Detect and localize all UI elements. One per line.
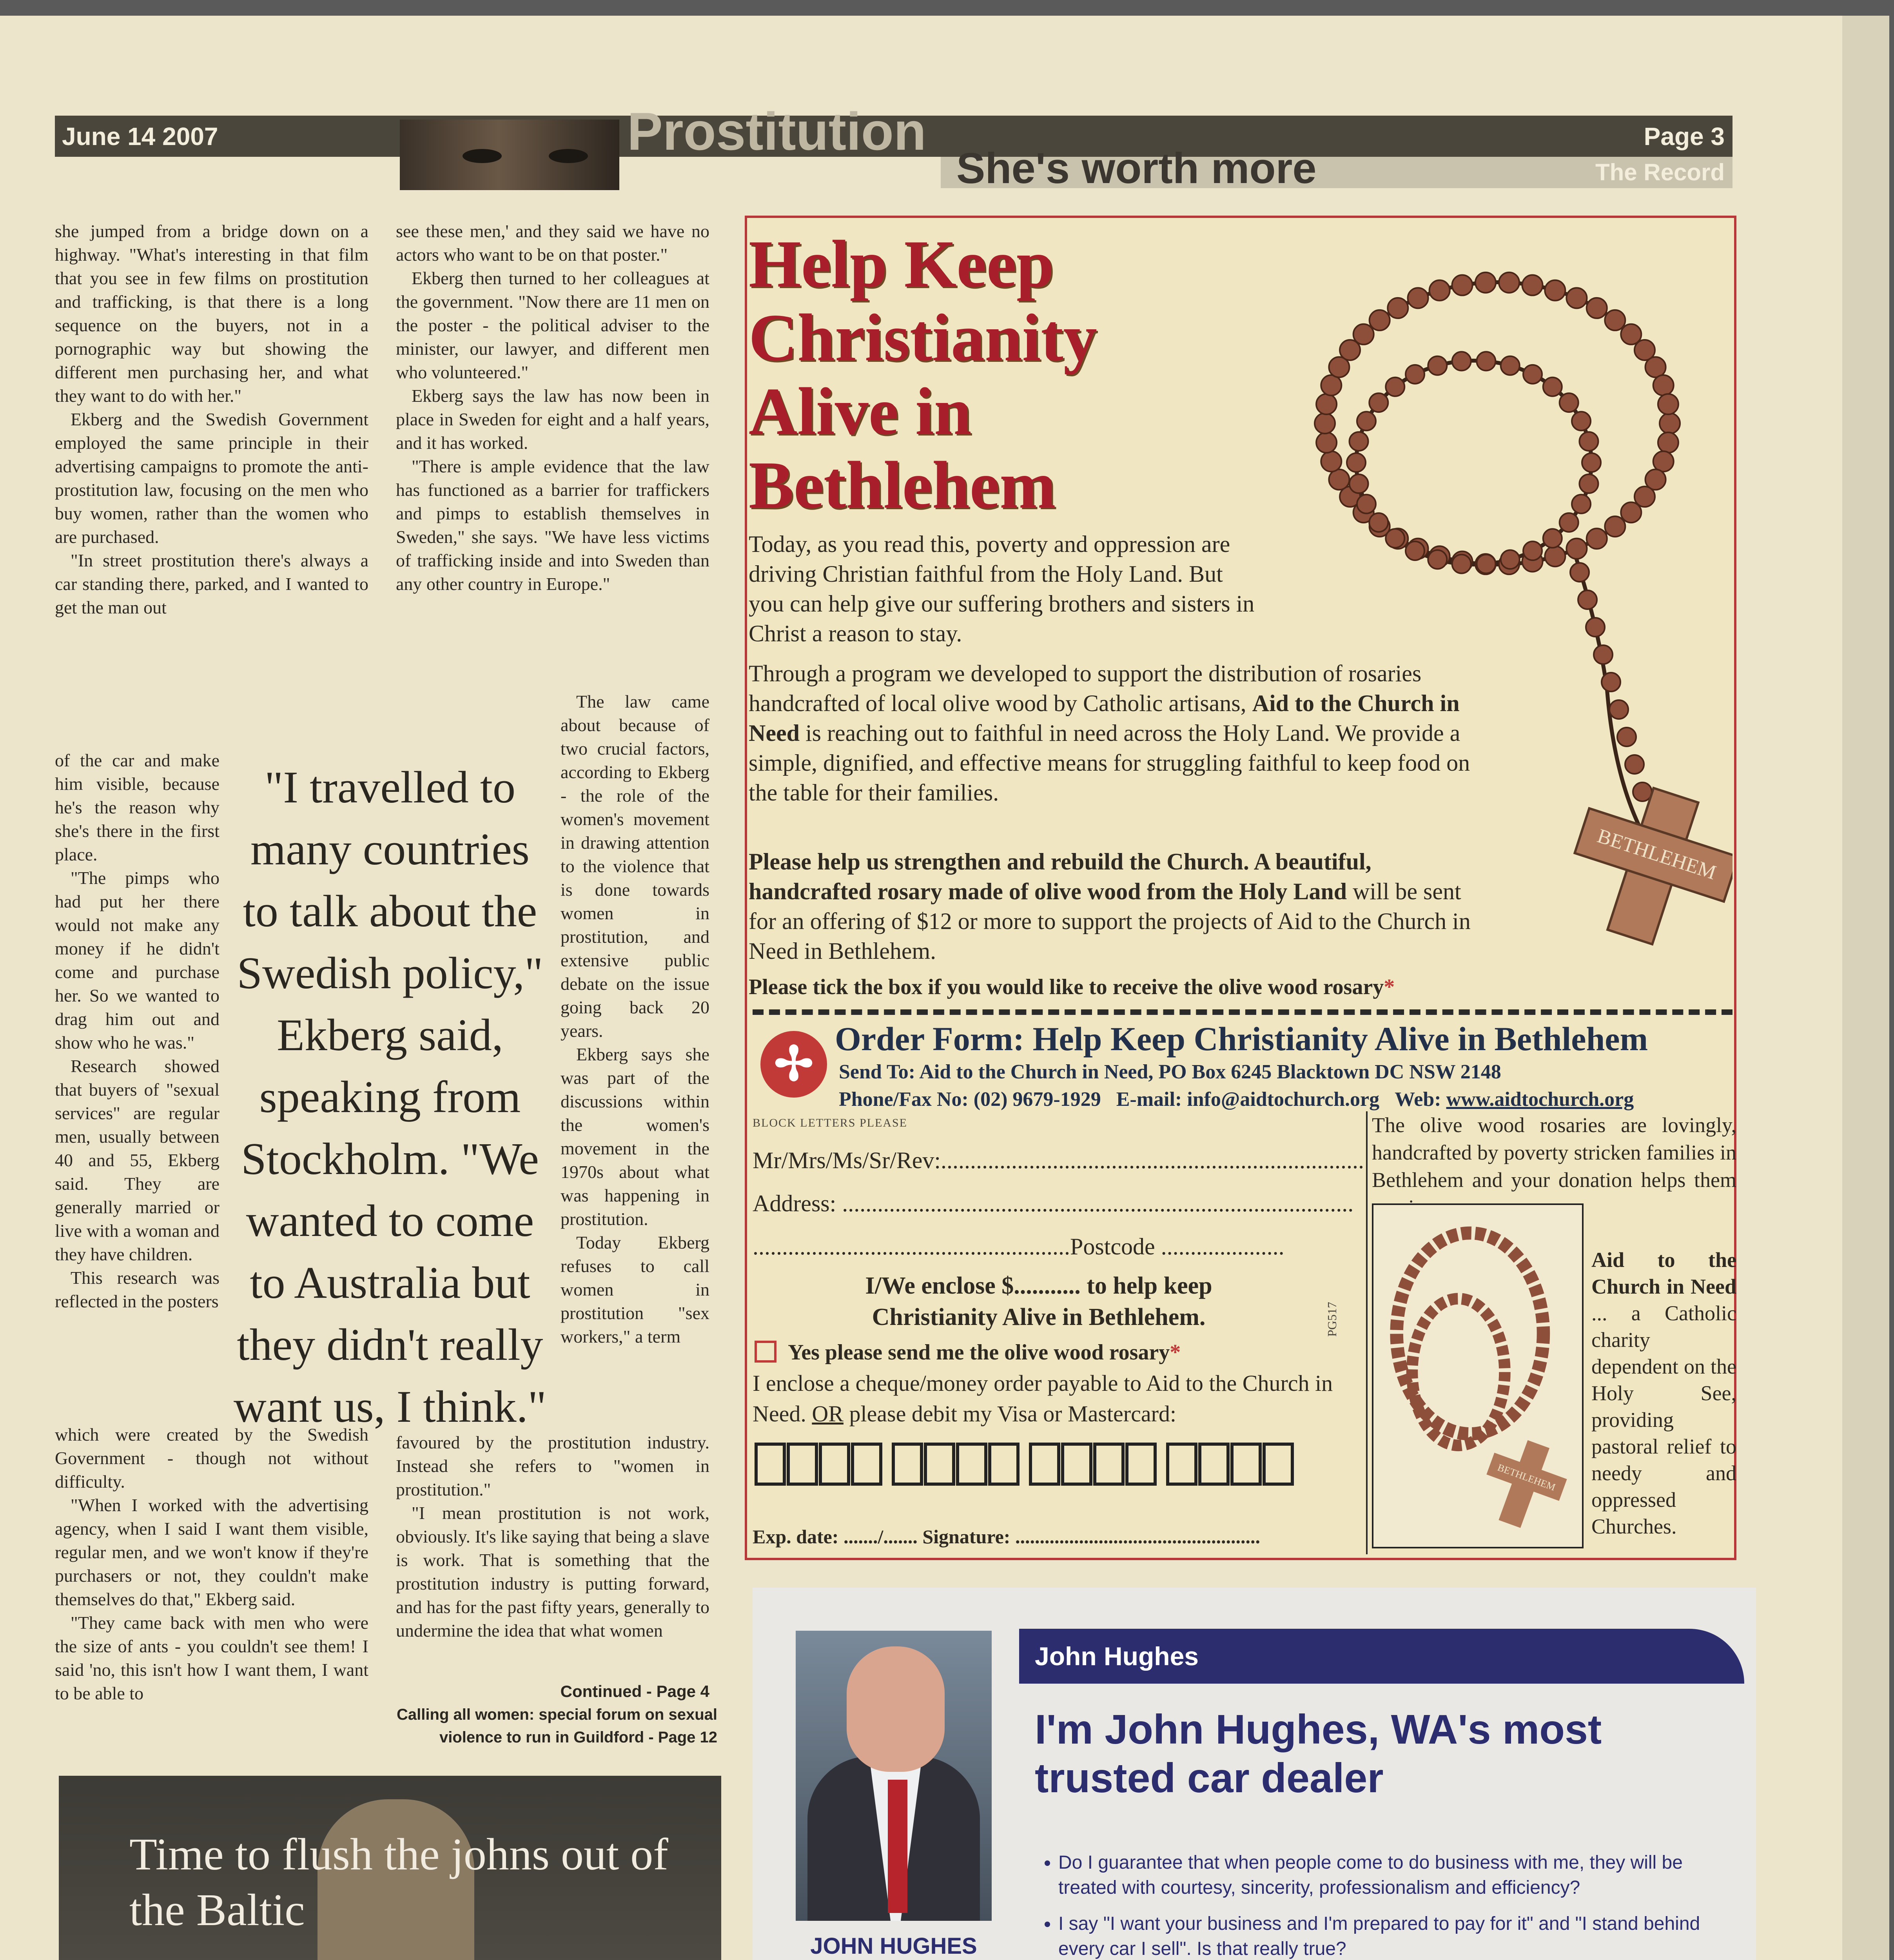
- bead-icon: [1321, 451, 1341, 472]
- bead-icon: [1428, 356, 1447, 375]
- article-paragraph: The law came about because of two crucial factors, according to Ekberg - the role of the women's movement in drawing attention to the violence that is done towards women in prostitution, and extensive public debate on the issue going back 20 years.: [561, 691, 709, 1041]
- bead-icon: [1658, 432, 1678, 453]
- bead-icon: [1653, 375, 1674, 396]
- rosary-option-text: Yes please send me the olive wood rosary: [788, 1340, 1170, 1365]
- article-column-2: [396, 220, 709, 690]
- article-paragraph: she jumped from a bridge down on a highway. "What's interesting in that film that you see in few films on prostitution and trafficking, is that there is a long sequence on the buyers, not in a pornographic way but showing the different men purchasing her, and what they want to do with her.": [55, 221, 368, 406]
- continued-link[interactable]: Continued - Page 4: [560, 1682, 709, 1700]
- rosary-icon: [1254, 220, 1733, 956]
- bead-icon: [1353, 324, 1374, 345]
- issue-date: June 14 2007: [62, 122, 218, 151]
- section-title: Prostitution: [627, 102, 927, 161]
- bethlehem-ad-title: Help Keep Christianity Alive in Bethlehem: [749, 227, 1097, 523]
- bead-icon: [1582, 453, 1601, 472]
- bead-icon: [1605, 310, 1625, 330]
- article-paragraph: "There is ample evidence that the law has functioned as a barrier for traffickers and pimps to establish themselves in Sweden," she says. "We have less victims of trafficking inside and into Sweden than any other country in Europe.": [396, 456, 709, 594]
- bead-icon: [1477, 555, 1495, 573]
- article-paragraph: Ekberg says she was part of the discussions within the women's movement in the 1970s about what was happening in prostitution.: [561, 1044, 709, 1229]
- bead-icon: [1315, 413, 1335, 434]
- bead-icon: [1406, 365, 1424, 384]
- article-column-1: [55, 220, 368, 749]
- bead-icon: [1660, 413, 1680, 434]
- bead-icon: [1428, 550, 1447, 569]
- bead-icon: [1572, 412, 1591, 430]
- cut-line: [753, 1009, 1733, 1015]
- bead-icon: [1605, 516, 1625, 537]
- bead-icon: [1406, 541, 1424, 560]
- asterisk: *: [1384, 975, 1395, 999]
- bead-icon: [1522, 275, 1543, 296]
- amount-field[interactable]: [784, 1270, 1294, 1341]
- payment-text: please debit my Visa or Mastercard:: [843, 1401, 1177, 1426]
- payment-or: OR: [812, 1401, 844, 1426]
- bead-icon: [1386, 529, 1404, 548]
- ad-code: PG517: [1325, 1302, 1339, 1337]
- bead-icon: [1386, 377, 1404, 396]
- bead-icon: [1499, 272, 1519, 293]
- article-column-2-bottom: [396, 1431, 709, 1682]
- appeal-bold: Please help us strengthen and rebuild the Church. A beautiful, handcrafted rosary made of olive wood from the Holy Land: [749, 849, 1372, 904]
- bead-icon: [1543, 377, 1562, 396]
- article-paragraph: Today Ekberg refuses to call women in prostitution "sex workers," a term: [561, 1232, 709, 1347]
- bead-icon: [1658, 394, 1678, 414]
- bead-icon: [1350, 474, 1368, 493]
- payment-text: I enclose a cheque/money order payable to Aid to the Church in Need.: [753, 1370, 1333, 1426]
- bead-icon: [1570, 563, 1589, 582]
- article-column-1-narrow: [55, 749, 220, 1423]
- bead-icon: [1579, 432, 1598, 451]
- hughes-headline: I'm John Hughes, WA's most trusted car dealer: [1035, 1706, 1602, 1801]
- charity-description: [1591, 1247, 1736, 1552]
- eye-icon: [463, 149, 502, 163]
- rosary-checkbox[interactable]: [755, 1341, 776, 1363]
- aid-church-logo-icon: ✢: [760, 1031, 827, 1098]
- bead-icon: [1587, 528, 1607, 549]
- body-text: Through a program we developed to support the distribution of rosaries handcrafted of local olive wood by Catholic artisans,: [749, 661, 1422, 716]
- phone-text: Phone/Fax No: (02) 9679-1929: [839, 1088, 1101, 1111]
- tick-instruction: [749, 972, 1611, 1004]
- bead-icon: [1357, 495, 1376, 514]
- bead-icon: [1594, 645, 1613, 664]
- body-text: is reaching out to faithful in need across the Holy Land. We provide a simple, dignified, and effective means for struggling faithful to keep food on the table for their families.: [749, 720, 1470, 806]
- article-paragraph: "In street prostitution there's always a car standing there, parked, and I wanted to get the man out: [55, 550, 368, 617]
- bead-icon: [1452, 555, 1471, 573]
- article-paragraph: "I mean prostitution is not work, obviously. It's like saying that being a slave is work. That is something that the prostitution industry is putting forward, and has for the past fifty years, generally to undermine the idea that what women: [396, 1503, 709, 1641]
- article-column-2-narrow: [561, 690, 709, 1431]
- article-paragraph: "The pimps who had put her there would not make any money if he didn't come and purchase her. So we wanted to drag him out and show who he was.": [55, 868, 220, 1053]
- bead-icon: [1316, 432, 1337, 453]
- amount-line: I/We enclose $........... to help keep: [865, 1272, 1212, 1299]
- bead-icon: [1617, 728, 1636, 746]
- article-column-1-bottom: [55, 1423, 368, 1752]
- tick-instruction-text: Please tick the box if you would like to receive the olive wood rosary: [749, 975, 1384, 999]
- bead-icon: [1543, 529, 1562, 548]
- article-paragraph: "They came back with men who were the size of ants - you couldn't see them! I said 'no, this isn't how I want them, I want to be able to: [55, 1613, 368, 1703]
- bead-icon: [1475, 272, 1496, 293]
- section-subtitle: She's worth more: [956, 144, 1317, 192]
- publication-name: The Record: [1595, 159, 1725, 185]
- order-form-title: Order Form: Help Keep Christianity Alive in Bethlehem: [835, 1020, 1648, 1058]
- bead-icon: [1388, 298, 1408, 318]
- org-name: Aid to the Church in Need: [749, 690, 1460, 746]
- bead-icon: [1369, 393, 1388, 412]
- bead-icon: [1477, 352, 1495, 370]
- amount-line: Christianity Alive in Bethlehem.: [872, 1304, 1206, 1330]
- baltic-ad-title: Time to flush the johns out of the Baltic: [129, 1829, 668, 1935]
- postcode-field[interactable]: ......................................................Postcode .....................: [753, 1234, 1284, 1259]
- bead-icon: [1316, 394, 1337, 414]
- bead-icon: [1609, 700, 1628, 719]
- bead-icon: [1350, 432, 1368, 451]
- rosary-note: The olive wood rosaries are lovingly, handcrafted by poverty stricken families in Bethlehem and your donation helps them survive.: [1372, 1113, 1736, 1219]
- bead-icon: [1653, 451, 1674, 472]
- banner-name: John Hughes: [1035, 1642, 1199, 1671]
- bead-icon: [1579, 474, 1598, 493]
- bead-icon: [1501, 356, 1520, 375]
- order-form-contact: [839, 1086, 1740, 1113]
- article-paragraph: Ekberg says the law has now been in place in Sweden for eight and a half years, and it has worked.: [396, 386, 709, 453]
- bead-icon: [1566, 288, 1587, 308]
- baltic-ad: [59, 1776, 721, 1960]
- bead-icon: [1408, 288, 1428, 308]
- card-number-field[interactable]: [755, 1443, 1366, 1494]
- article-paragraph: Research showed that buyers of "sexual services" are regular men, usually between 40 and 55, Ekberg said. They are generally married or live with a woman and they have children.: [55, 1056, 220, 1264]
- photo-caption: JOHN HUGHES: [810, 1933, 977, 1959]
- article-paragraph: which were created by the Swedish Government - though not without difficulty.: [55, 1425, 368, 1492]
- bead-icon: [1545, 280, 1565, 301]
- bead-icon: [1430, 280, 1450, 301]
- divider: [1366, 1111, 1368, 1554]
- bead-icon: [1369, 513, 1388, 532]
- charity-name: Aid to the Church in Need: [1591, 1248, 1736, 1298]
- list-item: • Do I guarantee that when people come to do business with me, they will be treated with courtesy, sincerity, professionalism and efficiency?: [1058, 1850, 1725, 1900]
- address-field[interactable]: Address: .......................................................................................: [753, 1191, 1354, 1216]
- eye-icon: [549, 149, 588, 163]
- article-paragraph: favoured by the prostitution industry. Instead she refers to "women in prostitution.": [396, 1432, 709, 1499]
- bead-icon: [1545, 546, 1565, 566]
- tie-icon: [888, 1780, 907, 1913]
- bead-icon: [1587, 298, 1607, 318]
- block-letters-note: BLOCK LETTERS PLEASE: [753, 1116, 908, 1129]
- bead-icon: [1329, 469, 1349, 490]
- appeal-text: will be sent for an offering of $12 or more to support the projects of Aid to the Church in Need in Bethlehem.: [749, 878, 1471, 964]
- cross-label: BETHLEHEM: [1595, 824, 1719, 884]
- bead-icon: [1321, 375, 1341, 396]
- bead-icon: [1578, 590, 1597, 609]
- article-paragraph: see these men,' and they said we have no actors who want to be on that poster.": [396, 221, 709, 265]
- bead-icon: [1602, 673, 1620, 691]
- bead-icon: [1586, 618, 1605, 637]
- face: [847, 1646, 945, 1772]
- guarantee-list: [1035, 1850, 1725, 1960]
- bead-icon: [1357, 412, 1376, 430]
- bead-icon: [1566, 539, 1587, 559]
- related-story-link[interactable]: Calling all women: special forum on sexual violence to run in Guildford - Page 12: [397, 1706, 717, 1746]
- bead-icon: [1523, 365, 1542, 384]
- asterisk: *: [1170, 1340, 1181, 1365]
- pull-quote: "I travelled to many countries to talk about the Swedish policy," Ekberg said, speaking from Stockholm. "We wanted to come to Australia but they didn't really want us, I think.": [233, 762, 547, 1432]
- bead-icon: [1347, 453, 1366, 472]
- article-paragraph: This research was reflected in the posters: [55, 1268, 220, 1311]
- bead-icon: [1645, 357, 1666, 377]
- expiry-signature-field[interactable]: Exp. date: ......./....... Signature: ..................................................: [753, 1526, 1260, 1548]
- list-item: • I say "I want your business and I'm prepared to pay for it" and "I stand behind every car I sell". Is that really true?: [1058, 1911, 1725, 1960]
- bead-icon: [1560, 393, 1578, 412]
- bead-icon: [1452, 352, 1471, 370]
- payment-instructions: [753, 1368, 1364, 1431]
- page-number: Page 3: [1644, 122, 1725, 151]
- bead-icon: [1523, 541, 1542, 560]
- bead-icon: [1452, 275, 1472, 296]
- website-link[interactable]: www.aidtochurch.org: [1446, 1088, 1634, 1111]
- bead-icon: [1560, 513, 1578, 532]
- bead-icon: [1501, 550, 1520, 569]
- cross-label: BETHLEHEM: [1496, 1461, 1557, 1493]
- rosary-option: [788, 1337, 1337, 1368]
- order-form-address: Send To: Aid to the Church in Need, PO Box 6245 Blacktown DC NSW 2148: [839, 1061, 1501, 1083]
- bethlehem-ad-intro: Today, as you read this, poverty and oppression are driving Christian faithful from the Holy Land. But you can help give our suffering brothers and sisters in Christ a reason to stay.: [749, 531, 1255, 646]
- web-label: Web:: [1395, 1088, 1446, 1111]
- article-paragraph: "When I worked with the advertising agency, when I said I want them visible, regular men, and we won't know if they're purchasers or not, they couldn't make themselves do that," Ekberg said.: [55, 1495, 368, 1609]
- bead-icon: [1370, 310, 1390, 330]
- rosary-thumbnail-icon: [1372, 1203, 1584, 1548]
- name-field[interactable]: Mr/Mrs/Ms/Sr/Rev:........................................................................: [753, 1147, 1364, 1173]
- page-edge: [1842, 16, 1889, 1960]
- article-paragraph: of the car and make him visible, because he's the reason why she's there in the first place.: [55, 750, 220, 864]
- bead-icon: [1625, 755, 1644, 774]
- article-paragraph: Ekberg then turned to her colleagues at the government. "Now there are 11 men on the poster - the political adviser to the minister, our lawyer, and different men who volunteered.": [396, 268, 709, 382]
- bead-icon: [1621, 502, 1641, 523]
- bead-icon: [1572, 495, 1591, 514]
- email-text: E-mail: info@aidtochurch.org: [1116, 1088, 1380, 1111]
- charity-text: ... a Catholic charity dependent on the Holy See, providing pastoral relief to needy and oppressed Churches.: [1591, 1301, 1736, 1538]
- article-paragraph: Ekberg and the Swedish Government employed the same principle in their advertising campaigns to promote the anti-prostitution law, focusing on the men who buy women, rather than the women who are purchased.: [55, 409, 368, 547]
